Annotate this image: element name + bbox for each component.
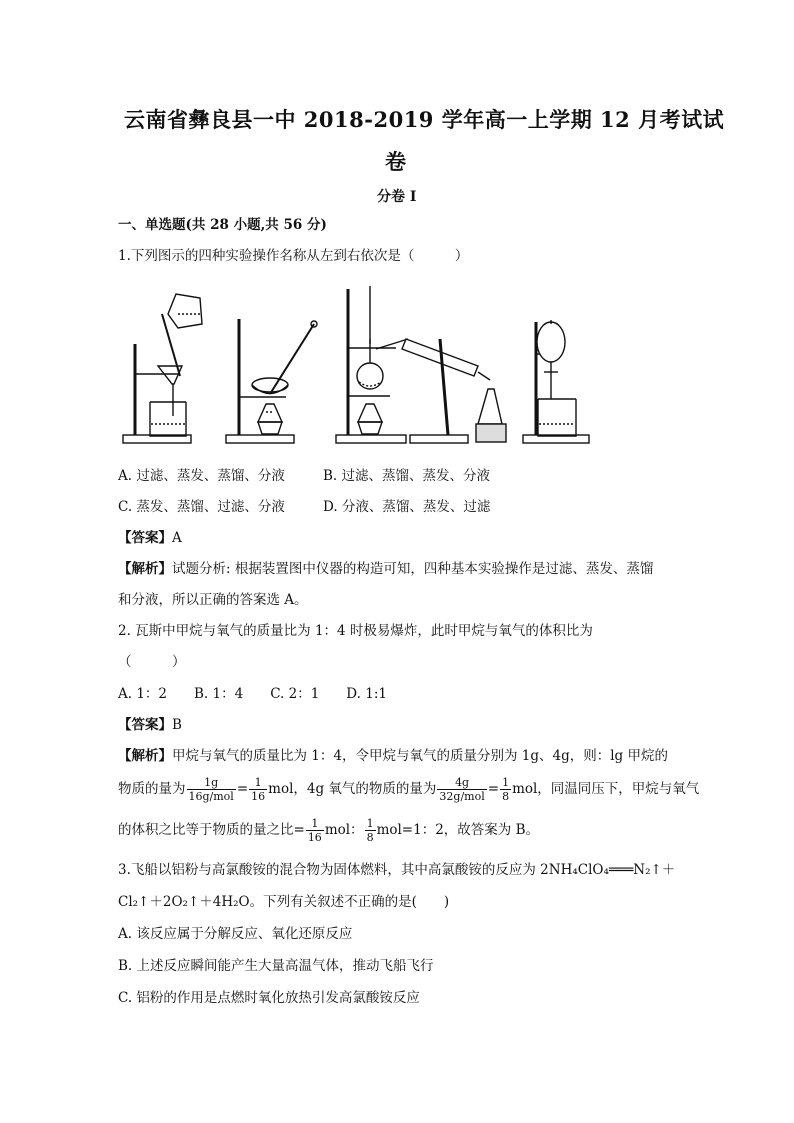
q1-stem: 1.下列图示的四种实验操作名称从左到右依次是（ ） xyxy=(118,248,469,264)
q2-paren: （ ） xyxy=(118,654,186,670)
q2-analysis-line1: 【解析】甲烷与氧气的质量比为 1：4，令甲烷与氧气的质量分别为 1g、4g，则：lg 甲烷的 xyxy=(118,748,668,764)
q1-option-a: A. 过滤、蒸发、蒸馏、分液 xyxy=(118,468,285,484)
part-heading: 一、单选题(共 28 小题,共 56 分) xyxy=(118,217,327,233)
answer-value: A xyxy=(172,530,182,546)
distillation-apparatus-icon xyxy=(336,286,506,443)
page-title-continued: 卷 xyxy=(385,149,407,174)
fraction: $\frac{4g}{\text{32g/mol}}$ xyxy=(439,776,485,803)
fraction: $\frac{1g}{\text{16g/mol}}$ xyxy=(188,776,234,803)
answer-tag: 【答案】 xyxy=(118,530,172,546)
page-title: 云南省彝良县一中 2018-2019 学年高一上学期 12 月考试试 xyxy=(124,107,725,132)
q2-options: A. 1：2 B. 1：4 C. 2：1 D. 1:1 xyxy=(118,686,387,702)
filtration-apparatus-icon xyxy=(123,294,202,443)
q1-analysis-line1: 【解析】试题分析: 根据装置图中仪器的构造可知，四种基本实验操作是过滤、蒸发、蒸馏 xyxy=(118,561,654,577)
q2-answer xyxy=(118,715,182,735)
q2-stem: 2. 瓦斯中甲烷与氧气的质量比为 1：4 时极易爆炸，此时甲烷与氧气的体积比为 xyxy=(118,623,593,639)
q3-option-a: A. 该反应属于分解反应、氧化还原反应 xyxy=(118,926,353,942)
q1-option-b: B. 过滤、蒸馏、蒸发、分液 xyxy=(323,468,491,484)
analysis-tag: 【解析】 xyxy=(118,561,172,577)
q3-option-c: C. 铝粉的作用是点燃时氧化放热引发高氯酸铵反应 xyxy=(118,990,420,1006)
answer-value: B xyxy=(172,717,182,733)
answer-tag: 【答案】 xyxy=(118,717,172,733)
q3-option-b: B. 上述反应瞬间能产生大量高温气体，推动飞船飞行 xyxy=(118,958,434,974)
q2-analysis-line3: 的体积之比等于物质的量之比= $\frac{1}{16}$ mol： $\frac{1}{8}$ mol=1：2，故答案为 B。 xyxy=(118,817,540,844)
separatory-funnel-apparatus-icon xyxy=(523,320,589,443)
evaporation-apparatus-icon xyxy=(226,319,317,443)
q1-option-c: C. 蒸发、蒸馏、过滤、分液 xyxy=(118,499,285,515)
q1-option-d: D. 分液、蒸馏、蒸发、过滤 xyxy=(323,499,491,515)
q1-answer xyxy=(118,528,182,548)
apparatus-figure xyxy=(118,284,598,449)
q3-stem-line2: Cl₂↑＋2O₂↑＋4H₂O。下列有关叙述不正确的是( ) xyxy=(118,894,450,910)
fraction: $\frac{1}{16}$ xyxy=(251,776,266,803)
fraction: $\frac{1}{16}$ xyxy=(307,817,322,844)
fraction: $\frac{1}{8}$ xyxy=(502,776,510,803)
q2-analysis-line2: 物质的量为 $\frac{1g}{\text{16g/mol}}$ = $\frac{1}{16}$ mol，4g 氧气的物质的量为 $\frac{4g}{\text{32g/mol}}$ = $\frac{1}{8}$ mol，同温同压下，甲烷与氧气 xyxy=(118,776,700,803)
q1-analysis-line2: 和分液，所以正确的答案选 A。 xyxy=(118,592,308,608)
section-label: 分卷 I xyxy=(377,189,417,205)
fraction: $\frac{1}{8}$ xyxy=(366,817,374,844)
analysis-tag: 【解析】 xyxy=(118,748,172,764)
q3-stem-line1: 3.飞船以铝粉与高氯酸铵的混合物为固体燃料，其中高氯酸铵的反应为 2NH₄ClO₄═══N₂↑＋ xyxy=(118,862,676,878)
